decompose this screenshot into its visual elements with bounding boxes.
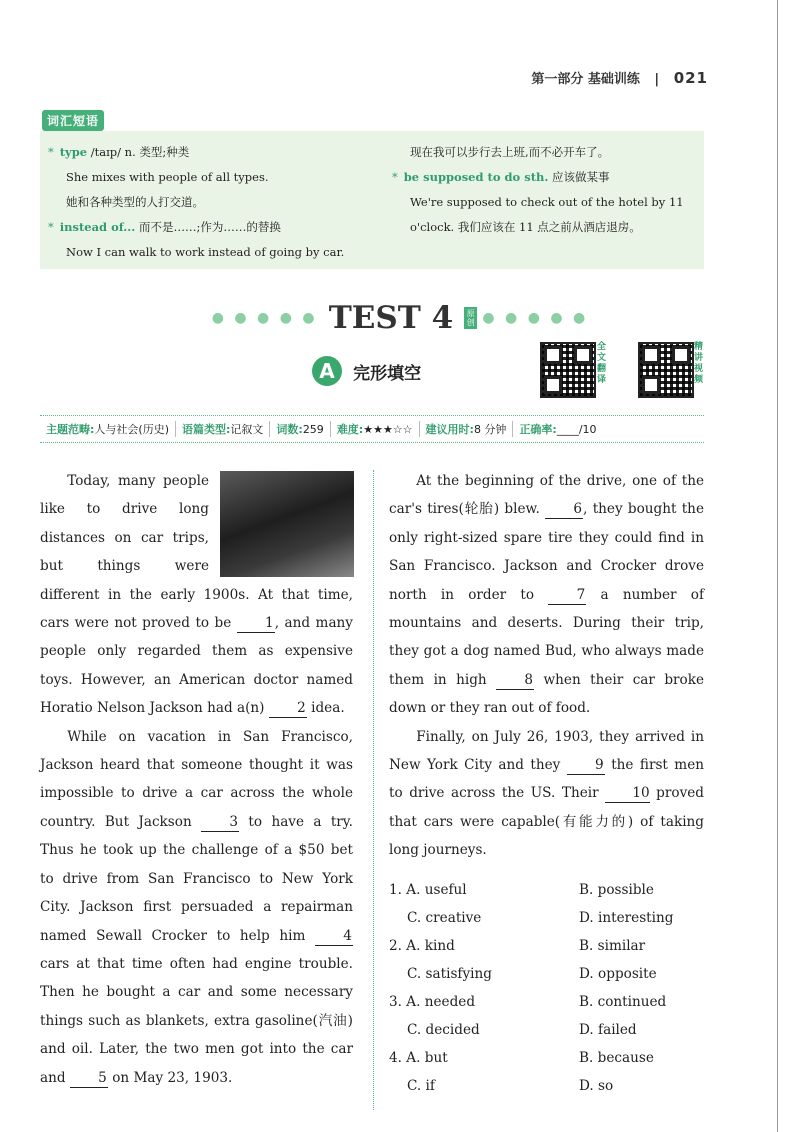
option[interactable]: 1. A. useful xyxy=(389,882,467,898)
header-section: 基础训练 xyxy=(587,72,640,87)
blank-9[interactable]: 9 xyxy=(567,756,605,775)
option[interactable]: D. failed xyxy=(579,1022,637,1038)
column-divider xyxy=(373,470,374,1110)
blank-4[interactable]: 4 xyxy=(315,927,353,946)
vocab-left-column xyxy=(48,140,378,265)
qr-code-translation[interactable] xyxy=(540,342,596,398)
vocab-entry: * instead of... 而不是……;作为……的替换 xyxy=(48,220,281,234)
option-row xyxy=(389,876,704,904)
vocab-example: We're supposed to check out of the hotel by 11 xyxy=(410,195,684,209)
passage-right-column xyxy=(389,467,704,865)
blank-7[interactable]: 7 xyxy=(548,586,586,605)
info-theme: 主题范畴:人与社会(历史) xyxy=(40,421,176,437)
qr-code-video[interactable] xyxy=(638,342,694,398)
section-letter: A xyxy=(312,356,342,386)
option[interactable]: B. possible xyxy=(579,882,654,898)
page-edge-line xyxy=(777,0,778,1132)
blank-3[interactable]: 3 xyxy=(201,813,239,832)
option[interactable]: 4. A. but xyxy=(389,1050,448,1066)
option[interactable]: C. satisfying xyxy=(407,966,492,982)
vocab-entry: * type /taɪp/ n. 类型;种类 xyxy=(48,145,190,159)
vocab-example: Now I can walk to work instead of going by car. xyxy=(66,245,345,259)
paragraph-1: Today, many people like to drive long distances on car trips, but things were different in the early 1900s. At that time, cars were not proved to be 1, and many people only regarded them as expensive toys. However, an American doctor named Horatio Nelson Jackson had a(n) 2 idea. xyxy=(40,473,353,717)
option-row xyxy=(389,904,704,932)
option[interactable]: D. so xyxy=(579,1078,614,1094)
answer-options xyxy=(389,876,704,1100)
paragraph-4: Finally, on July 26, 1903, they arrived in New York City and they 9 the first men to drive across the US. Their 10 proved that cars were capable(有能力的) of taking long journeys. xyxy=(389,728,704,859)
vocab-entry: * be supposed to do sth. 应该做某事 xyxy=(392,170,610,184)
decor-dots-left: ● ● ● ● ● xyxy=(211,310,318,326)
option-row xyxy=(389,1072,704,1100)
paragraph-3: At the beginning of the drive, one of the car's tires(轮胎) blew. 6, they bought the only right-sized spare tire they could find in San Francisco. Jackson and Crocker drove north in order to 7 a number of mountains and deserts. During their trip, they got a dog named Bud, who always made them in high 8 when their car broke down or they ran out of food. xyxy=(389,473,705,717)
vocab-example: 她和各种类型的人打交道。 xyxy=(66,195,204,209)
test-heading: TEST 4 xyxy=(328,300,454,336)
option[interactable]: 3. A. needed xyxy=(389,994,476,1010)
page-number: 021 xyxy=(673,69,708,87)
info-words: 词数:259 xyxy=(270,421,330,437)
option[interactable]: B. because xyxy=(579,1050,654,1066)
blank-10[interactable]: 10 xyxy=(605,784,650,803)
section-name: 完形填空 xyxy=(353,363,422,384)
info-difficulty: 难度:★★★☆☆ xyxy=(331,421,420,437)
section-heading xyxy=(312,356,421,386)
blank-5[interactable]: 5 xyxy=(70,1069,108,1088)
qr-label-video: 精讲视频 xyxy=(694,342,704,385)
option-row xyxy=(389,1016,704,1044)
option[interactable]: C. if xyxy=(407,1078,435,1094)
option[interactable]: B. continued xyxy=(579,994,667,1010)
blank-8[interactable]: 8 xyxy=(496,671,534,690)
option[interactable]: C. creative xyxy=(407,910,482,926)
vocab-example: o'clock. 我们应该在 11 点之前从酒店退房。 xyxy=(410,220,641,234)
option-row xyxy=(389,1044,704,1072)
header-part: 第一部分 xyxy=(531,72,584,87)
vocab-example: She mixes with people of all types. xyxy=(66,170,269,184)
option-row xyxy=(389,960,704,988)
info-accuracy: 正确率:____/10 xyxy=(519,423,597,436)
decor-dots-right: ● ● ● ● ● xyxy=(482,310,589,326)
option[interactable]: C. decided xyxy=(407,1022,480,1038)
vocab-right-column xyxy=(392,140,704,240)
option-row xyxy=(389,932,704,960)
original-badge: 原创 xyxy=(464,307,477,329)
qr-label-translation: 全文翻译 xyxy=(597,342,607,385)
info-genre: 语篇类型:记叙文 xyxy=(176,421,270,437)
blank-1[interactable]: 1 xyxy=(237,614,275,633)
option[interactable]: D. opposite xyxy=(579,966,657,982)
option[interactable]: 2. A. kind xyxy=(389,938,455,954)
info-bar xyxy=(40,415,704,443)
vocab-example: 现在我可以步行去上班,而不必开车了。 xyxy=(410,145,610,159)
passage-left-column xyxy=(40,467,353,1092)
option-row xyxy=(389,988,704,1016)
paragraph-2: While on vacation in San Francisco, Jackson heard that someone thought it was impossible to drive a car across the whole country. But Jackson 3 to have a try. Thus he took up the challenge of a $50 bet to drive from San Francisco to New York City. Jackson first persuaded a repairman named Sewall Crocker to help him 4 cars at that time often had engine trouble. Then he bought a car and some necessary things such as blankets, extra gasoline(汽油) and oil. Later, the two men got into the car and 5 on May 23, 1903. xyxy=(40,728,354,1086)
blank-6[interactable]: 6 xyxy=(545,500,583,519)
option[interactable]: D. interesting xyxy=(579,910,674,926)
info-time: 建议用时:8 分钟 xyxy=(420,421,514,437)
blank-2[interactable]: 2 xyxy=(269,699,307,718)
option[interactable]: B. similar xyxy=(579,938,646,954)
vocab-tag: 词汇短语 xyxy=(42,110,104,131)
test-title xyxy=(0,300,800,336)
page-header: 第一部分 基础训练 | 021 xyxy=(531,69,708,87)
